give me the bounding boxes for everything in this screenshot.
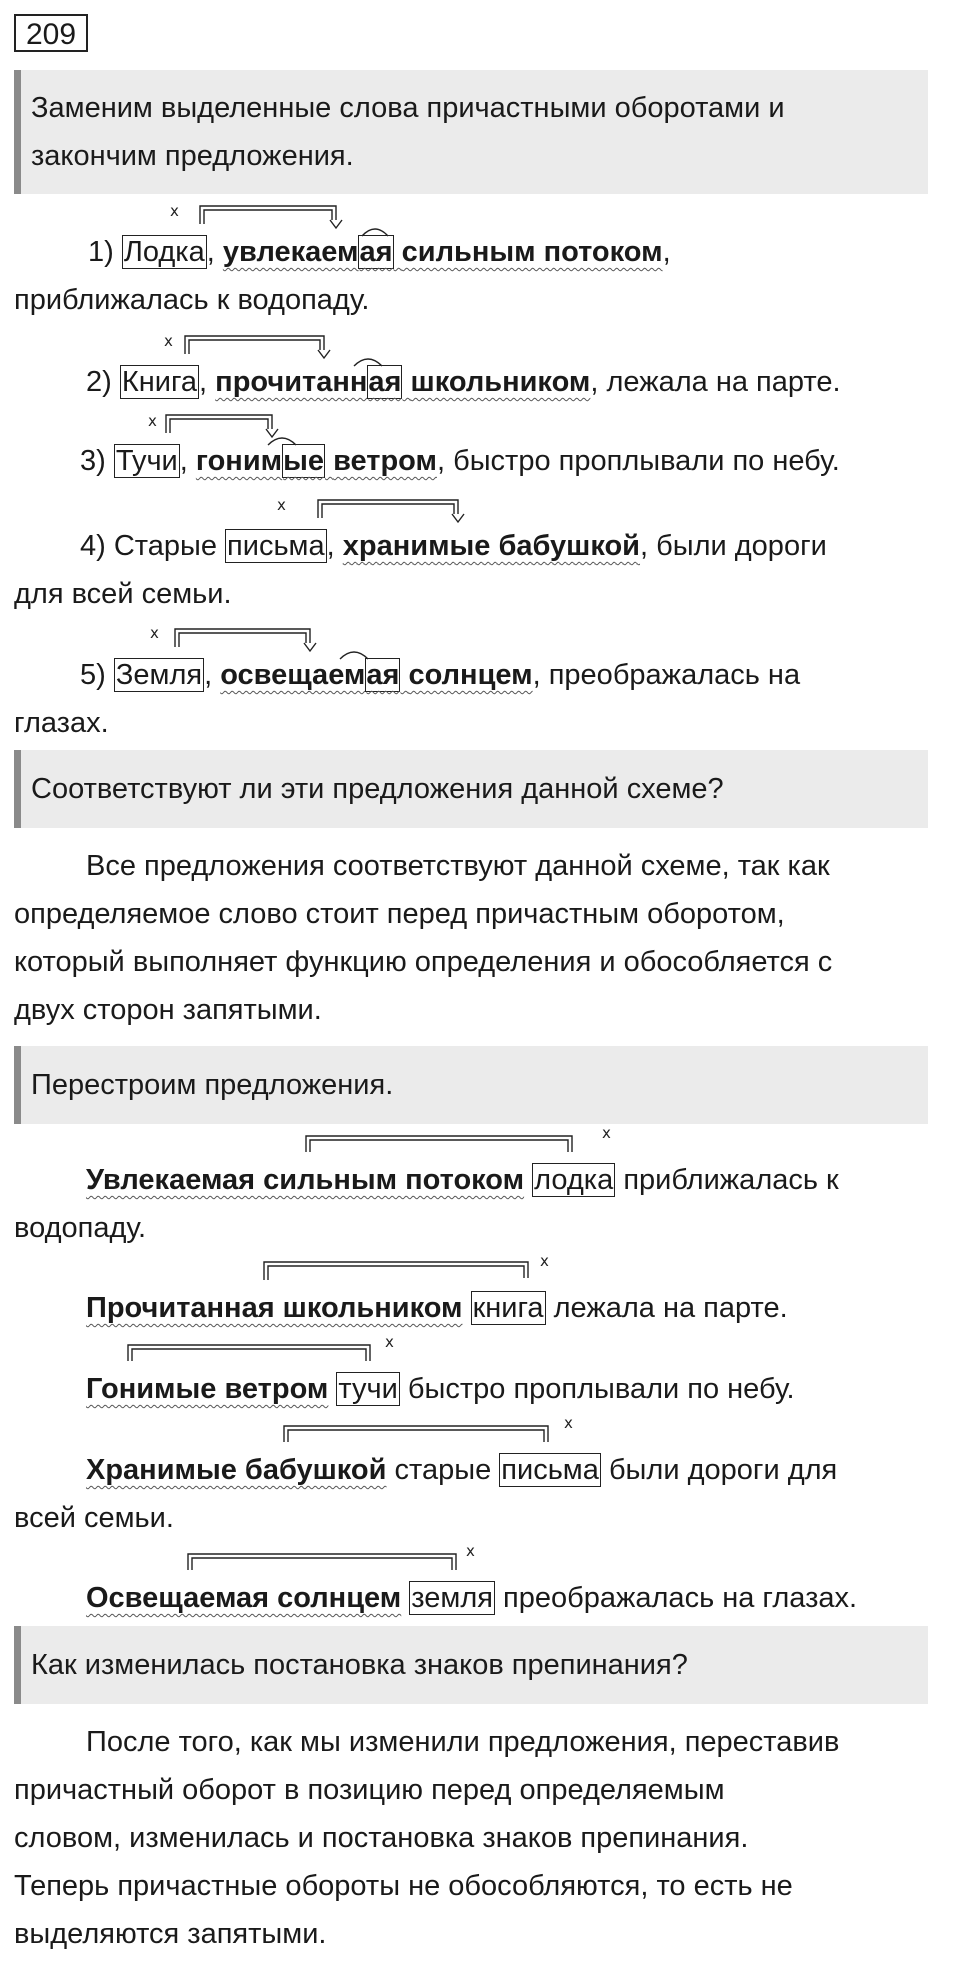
- noun-x-mark: x: [170, 202, 179, 220]
- rebuilt-1-line-2: водопаду.: [14, 1212, 147, 1244]
- task-1-line-2: закончим предложения.: [31, 140, 354, 172]
- modifier-arrow: [185, 336, 324, 354]
- modifier-bracket: [268, 1266, 524, 1280]
- participial-phrase: хранимые бабушкой: [342, 530, 641, 562]
- sentence-tail: ,: [662, 236, 671, 268]
- defined-noun: Лодка: [123, 236, 205, 268]
- suffix-ending-box: ая: [366, 659, 400, 691]
- answer-4-line-3: словом, изменилась и постановка знаков препинания.: [14, 1822, 749, 1854]
- comma: ,: [179, 445, 188, 477]
- sentence-3-line-1: [14, 437, 944, 485]
- modifier-bracket: [310, 1140, 568, 1152]
- sentence-tail: лежала на парте.: [553, 1292, 788, 1324]
- defined-noun: лодка: [534, 1164, 614, 1196]
- sentence-tail: , быстро проплывали по небу.: [436, 445, 840, 477]
- answer-2-line-3: который выполняет функцию определения и обособляется с: [14, 946, 833, 978]
- modifier-arrow: [204, 210, 332, 224]
- answer-4-line-2: причастный оборот в позицию перед определяемым: [14, 1774, 725, 1806]
- defined-noun: Книга: [121, 366, 198, 398]
- sentence-number: 3): [80, 445, 106, 477]
- participial-phrase: Увлекаемая сильным потоком: [86, 1164, 525, 1196]
- task-3-text: Перестроим предложения.: [31, 1069, 394, 1101]
- adjective: старые: [394, 1454, 492, 1486]
- defined-noun: Земля: [115, 659, 203, 691]
- sentence-tail: , лежала на парте.: [590, 366, 841, 398]
- modifier-bracket: [264, 1262, 528, 1280]
- sentence-number: 5): [80, 659, 106, 691]
- sentence-tail: приближалась к: [623, 1164, 839, 1196]
- task-banner-4: [14, 1626, 928, 1704]
- sentence-4-line-1: [14, 522, 944, 570]
- sentence-5: [14, 651, 944, 747]
- noun-x-mark: x: [148, 412, 157, 430]
- noun-x-mark: x: [385, 1333, 394, 1351]
- rebuilt-5-line-1: [14, 1574, 944, 1622]
- modifier-arrow: [452, 514, 464, 522]
- modifier-arrow: [304, 643, 316, 651]
- sentence-number: 1): [88, 236, 114, 268]
- sentence-number: 4) Старые: [80, 530, 217, 562]
- sentence-tail: были дороги для: [608, 1454, 838, 1486]
- sentence-5-line-2: глазах.: [14, 707, 109, 739]
- rebuilt-sentence-4: [14, 1446, 944, 1542]
- sentence-2: [14, 358, 944, 406]
- rebuilt-1-line-1: [14, 1156, 944, 1204]
- participial-phrase: освещаемая солнцем: [220, 659, 533, 691]
- sentence-tail: быстро проплывали по небу.: [407, 1373, 795, 1405]
- rebuilt-sentence-1: [14, 1156, 944, 1252]
- modifier-bracket: [192, 1558, 452, 1570]
- modifier-arrow: [318, 500, 458, 518]
- sentence-4: [14, 522, 944, 618]
- task-1-line-1: Заменим выделенные слова причастными оборотами и: [31, 92, 785, 124]
- sentence-1-line-1: [14, 228, 944, 276]
- modifier-bracket: [132, 1349, 366, 1361]
- defined-noun: письма: [501, 1454, 599, 1486]
- participial-phrase: Освещаемая солнцем: [86, 1582, 402, 1614]
- modifier-arrow: [322, 504, 454, 518]
- modifier-arrow: [179, 633, 306, 647]
- noun-x-mark: x: [164, 332, 173, 350]
- modifier-bracket: [128, 1345, 370, 1361]
- answer-4-line-4: Теперь причастные обороты не обособляются, то есть не: [14, 1870, 793, 1902]
- modifier-bracket: [188, 1554, 456, 1570]
- sentence-number: 2): [86, 366, 112, 398]
- defined-noun: земля: [411, 1582, 493, 1614]
- modifier-arrow: [189, 340, 320, 354]
- rebuilt-4-line-1: [14, 1446, 944, 1494]
- noun-x-mark: x: [602, 1124, 611, 1142]
- defined-noun: книга: [472, 1292, 544, 1324]
- modifier-arrow: [166, 415, 272, 433]
- noun-x-mark: x: [466, 1542, 475, 1560]
- task-banner-2: [14, 750, 928, 828]
- answer-2-line-2: определяемое слово стоит перед причастным оборотом,: [14, 898, 785, 930]
- suffix-ending-box: ая: [359, 236, 393, 268]
- noun-x-mark: x: [564, 1414, 573, 1432]
- sentence-1: [14, 228, 944, 324]
- modifier-arrow: [170, 419, 268, 433]
- sentence-2-line-1: [14, 358, 944, 406]
- modifier-arrow: [266, 429, 278, 437]
- sentence-3: [14, 437, 944, 485]
- participial-phrase: Прочитанная школьником: [86, 1292, 463, 1324]
- sentence-4-line-2: для всей семьи.: [14, 578, 232, 610]
- modifier-bracket: [288, 1430, 544, 1442]
- rebuilt-4-line-2: всей семьи.: [14, 1502, 174, 1534]
- rebuilt-2-line-1: [14, 1284, 944, 1332]
- defined-noun: тучи: [338, 1373, 398, 1405]
- modifier-bracket: [306, 1136, 572, 1152]
- participial-phrase: Гонимые ветром: [86, 1373, 329, 1405]
- modifier-arrow: [200, 206, 336, 224]
- modifier-arrow: [175, 629, 310, 647]
- participial-phrase: увлекаемая сильным потоком: [222, 236, 663, 268]
- comma: ,: [199, 366, 208, 398]
- exercise-number: 209: [14, 14, 88, 52]
- defined-noun: письма: [227, 530, 325, 562]
- sentence-tail: , были дороги: [640, 530, 827, 562]
- participial-phrase: гонимые ветром: [195, 445, 437, 477]
- answer-2-line-1: Все предложения соответствуют данной схеме, так как: [86, 850, 830, 882]
- task-banner-1: [14, 70, 928, 194]
- participial-phrase: Хранимые бабушкой: [86, 1454, 387, 1486]
- sentence-1-line-2: приближалась к водопаду.: [14, 284, 370, 316]
- sentence-5-line-1: [14, 651, 944, 699]
- noun-x-mark: x: [540, 1252, 549, 1270]
- comma: ,: [206, 236, 215, 268]
- sentence-tail: преображалась на глазах.: [503, 1582, 858, 1614]
- answer-2: [14, 842, 944, 1034]
- rebuilt-sentence-5: [14, 1574, 944, 1622]
- modifier-arrow: [318, 350, 330, 358]
- answer-2-line-4: двух сторон запятыми.: [14, 994, 322, 1026]
- rebuilt-3-line-1: [14, 1365, 944, 1413]
- participial-phrase: прочитанная школьником: [215, 366, 591, 398]
- noun-x-mark: x: [150, 624, 159, 642]
- comma: ,: [326, 530, 335, 562]
- answer-4-line-5: выделяются запятыми.: [14, 1918, 327, 1950]
- rebuilt-sentence-2: [14, 1284, 944, 1332]
- task-4-text: Как изменилась постановка знаков препинания?: [31, 1649, 688, 1681]
- sentence-tail: , преображалась на: [532, 659, 801, 691]
- answer-4-line-1: После того, как мы изменили предложения, переставив: [86, 1726, 840, 1758]
- comma: ,: [204, 659, 213, 691]
- suffix-ending-box: ая: [368, 366, 402, 398]
- modifier-arrow: [330, 220, 342, 228]
- noun-x-mark: x: [277, 496, 286, 514]
- modifier-bracket: [284, 1426, 548, 1442]
- task-2-text: Соответствуют ли эти предложения данной схеме?: [31, 773, 724, 805]
- answer-4: [14, 1718, 944, 1958]
- rebuilt-sentence-3: [14, 1365, 944, 1413]
- task-banner-3: [14, 1046, 928, 1124]
- suffix-ending-box: ые: [283, 445, 325, 477]
- defined-noun: Тучи: [115, 445, 178, 477]
